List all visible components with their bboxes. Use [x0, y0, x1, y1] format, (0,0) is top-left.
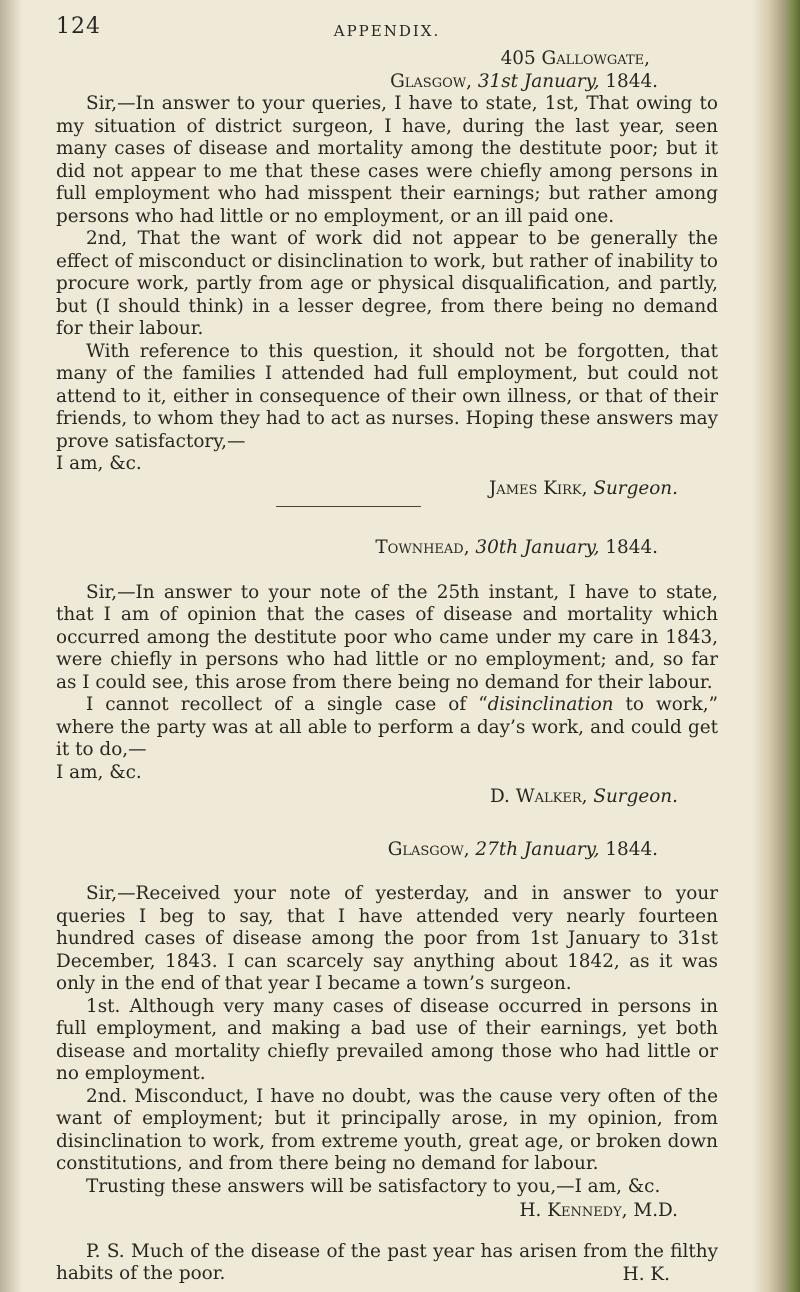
letter-kirk: [56, 48, 718, 507]
page-edge-shadow: [752, 0, 800, 1292]
letter3-paragraph-1: Sir,—Received your note of yesterday, and in answer to your queries I beg to say, that I have attended very nearly fourteen hundred cases of disease among the poor from 1st January to 31st December, 1843. I can scarcely say anything about 1842, as it was only in the end of that year I became a town’s surgeon.: [56, 883, 718, 994]
letter3-postscript: P. S. Much of the disease of the past year has arisen from the filthy habits of the poor.: [56, 1240, 718, 1284]
letter3-dateline: Glasgow, 27th January, 1844.: [387, 838, 658, 860]
letter3-paragraph-4: Trusting these answers will be satisfactory to you,—I am, &c.: [86, 1175, 661, 1197]
letter-walker: [56, 537, 718, 809]
letter2-paragraph-2: I cannot recollect of a single case of “disinclination to work,” where the party was at all able to perform a day’s work, and could get it to do,—: [56, 694, 718, 760]
letter1-closing: I am, &c.: [56, 453, 142, 474]
letter-kennedy: [56, 839, 718, 1287]
letter1-paragraph-3: With reference to this question, it should not be forgotten, that many of the families I attended had full employment, but could not attend to it, either in consequence of their own illness, or that of their friends, to whom they had to act as nurses. Hoping these answers may prove satisfactory,—: [56, 340, 718, 452]
page-header: [56, 12, 718, 48]
letter3-postscript-initials: H. K.: [622, 1263, 670, 1285]
letter1-signature: James Kirk, Surgeon.: [488, 477, 678, 499]
letter1-dateline: Glasgow, 31st January, 1844.: [390, 70, 658, 92]
letter3-signature: H. Kennedy, M.D.: [519, 1200, 678, 1221]
running-title: APPENDIX.: [333, 22, 441, 40]
letter1-address: 405 Gallowgate,: [500, 48, 650, 69]
page-binding-shadow: [0, 0, 22, 1292]
page-number: 124: [56, 14, 101, 39]
letter2-paragraph-1: Sir,—In answer to your note of the 25th instant, I have to state, that I am of opinion that the cases of disease and mortality which occurred among the destitute poor who came under my care in 1843, were chiefly in persons who had little or no employment; and, so far as I could see, this arose from there being no demand for their labour.: [56, 581, 718, 693]
letter2-closing: I am, &c.: [56, 761, 142, 783]
letter3-paragraph-3: 2nd. Misconduct, I have no doubt, was the cause very often of the want of employment; but it principally arose, in my opinion, from disinclination to work, from extreme youth, great age, or broken down constitutions, and from there being no demand for labour.: [56, 1085, 718, 1174]
letter1-paragraph-2: 2nd, That the want of work did not appear to be generally the effect of misconduct or disinclination to work, but rather of inability to procure work, partly from age or physical disqualification, and partly, but (I should think) in a lesser degree, from there being no demand for their labour.: [56, 228, 718, 339]
letter3-paragraph-2: 1st. Although very many cases of disease occurred in persons in full employment, and making a bad use of their earnings, yet both disease and mortality chiefly prevailed among those who had little or no employment.: [56, 995, 718, 1084]
letter2-signature: D. Walker, Surgeon.: [489, 786, 678, 807]
letter2-dateline: Townhead, 30th January, 1844.: [375, 537, 658, 558]
letter1-paragraph-1: Sir,—In answer to your queries, I have to state, 1st, That owing to my situation of district surgeon, I have, during the last year, seen many cases of disease and mortality among the destitute poor; but it did not appear to me that these cases were chiefly among persons in full employment who had misspent their earnings; but rather among persons who had little or no employment, or an ill paid one.: [56, 93, 718, 227]
book-page: [56, 12, 718, 1286]
